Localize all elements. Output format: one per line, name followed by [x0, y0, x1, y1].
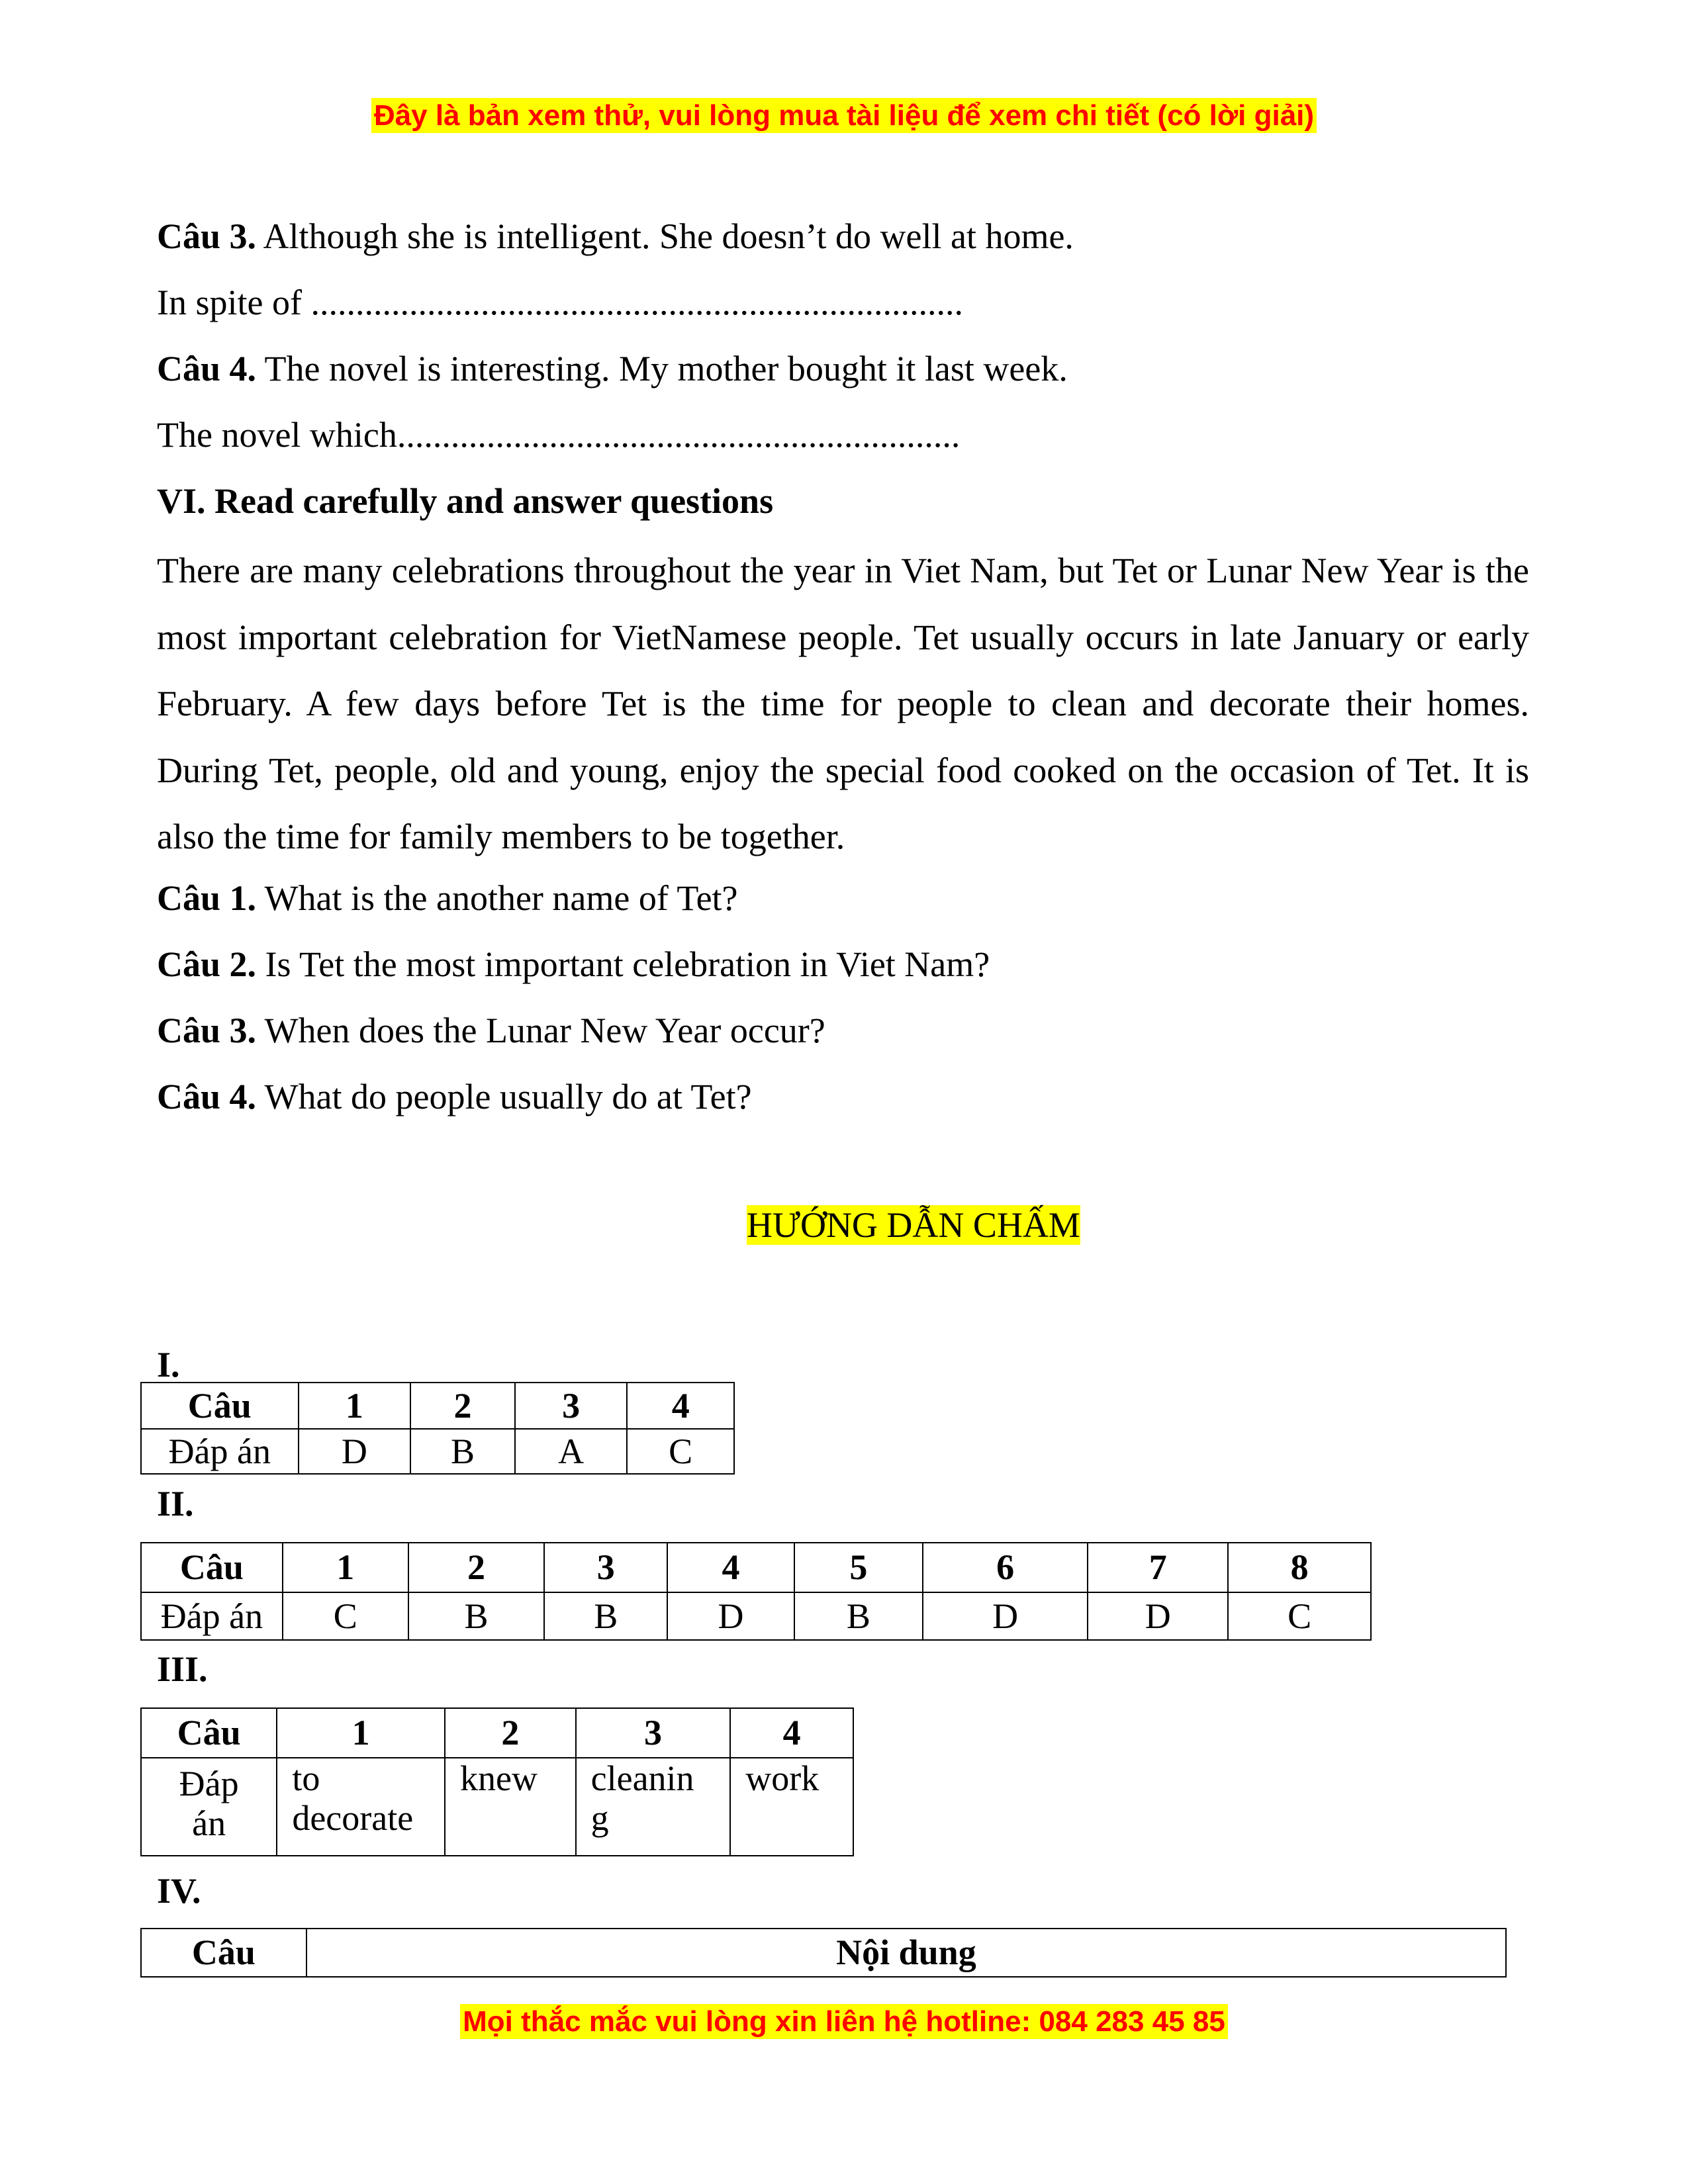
reading-question-1: [157, 880, 738, 916]
answer-cell: C: [627, 1429, 734, 1474]
answer-cell: [445, 1758, 576, 1856]
header-cell: 1: [277, 1708, 445, 1758]
answer-cell: D: [299, 1429, 411, 1474]
header-cell: 5: [794, 1543, 923, 1592]
header-cell: Câu: [141, 1929, 306, 1977]
rewrite-answer-line-3: In spite of .........................................................................: [157, 283, 963, 322]
table-row: [141, 1592, 1371, 1640]
header-cell: Câu: [141, 1543, 283, 1592]
header-cell: 2: [410, 1383, 515, 1429]
section-2-label: II.: [157, 1484, 194, 1524]
question-text: The novel is interesting. My mother bought it last week.: [256, 349, 1068, 388]
row-label-cell: Đáp án: [141, 1429, 299, 1474]
header-cell: Câu: [141, 1708, 277, 1758]
answer-cell: B: [410, 1429, 515, 1474]
question-label: Câu 4.: [157, 1077, 257, 1116]
question-text: What do people usually do at Tet?: [256, 1077, 752, 1116]
answer-table-section-4: [140, 1928, 1507, 1978]
answer-line: knew: [460, 1758, 538, 1798]
answer-table-section-2: [140, 1542, 1372, 1641]
question-label: Câu 3.: [157, 1011, 257, 1050]
header-cell: 4: [627, 1383, 734, 1429]
rewrite-question-3: [157, 218, 1074, 254]
answer-cell: B: [408, 1592, 545, 1640]
answer-line: g: [590, 1798, 609, 1839]
answer-line: decorate: [292, 1798, 414, 1839]
answer-line: work: [745, 1758, 820, 1798]
question-label: Câu 1.: [157, 878, 257, 918]
preview-notice-banner: [0, 99, 1688, 132]
answer-cell: C: [1228, 1592, 1371, 1640]
reading-passage: There are many celebrations throughout the year in Viet Nam, but Tet or Lunar New Year is the most important celebration for VietNamese people. Tet usually occurs in late January or early February. A few days before Tet is the time for people to clean and decorate their homes. During Tet, people, old and young, enjoy the special food cooked on the occasion of Tet. It is also the time for family members to be together.: [157, 551, 1529, 856]
header-cell: 2: [408, 1543, 545, 1592]
answer-key-title-text: HƯỚNG DẪN CHẤM: [747, 1205, 1080, 1245]
header-cell: 3: [515, 1383, 628, 1429]
section-1-label: I.: [157, 1345, 180, 1385]
reading-question-4: [157, 1079, 752, 1115]
row-label-line: án: [192, 1803, 226, 1844]
answer-cell: B: [544, 1592, 667, 1640]
header-cell: 6: [923, 1543, 1088, 1592]
answer-cell: C: [283, 1592, 408, 1640]
question-label: Câu 2.: [157, 944, 257, 984]
answer-key-title: [0, 1205, 1688, 1246]
hotline-banner: [0, 2005, 1688, 2038]
answer-cell: [576, 1758, 731, 1856]
header-cell: 1: [299, 1383, 411, 1429]
rewrite-answer-line-4: The novel which...............................................................: [157, 415, 961, 455]
rewrite-question-4: [157, 351, 1068, 387]
header-cell: 7: [1088, 1543, 1228, 1592]
preview-notice-text: Đây là bản xem thử, vui lòng mua tài liệu để xem chi tiết (có lời giải): [371, 98, 1317, 133]
question-label: Câu 3.: [157, 216, 257, 256]
answer-cell: D: [1088, 1592, 1228, 1640]
header-cell: 4: [730, 1708, 853, 1758]
question-text: Although she is intelligent. She doesn’t do well at home.: [256, 216, 1074, 256]
answer-line: cleanin: [590, 1758, 694, 1798]
question-label: Câu 4.: [157, 349, 257, 388]
question-text: Is Tet the most important celebration in Viet Nam?: [256, 944, 990, 984]
header-cell: 3: [576, 1708, 731, 1758]
row-label-line: Đáp: [179, 1764, 239, 1803]
header-cell: 3: [544, 1543, 667, 1592]
table-header-row: [141, 1383, 734, 1429]
row-label-cell: [141, 1758, 277, 1856]
question-text: When does the Lunar New Year occur?: [256, 1011, 825, 1050]
answer-cell: D: [667, 1592, 794, 1640]
answer-cell: [730, 1758, 853, 1856]
hotline-text: Mọi thắc mắc vui lòng xin liên hệ hotline: 084 283 45 85: [460, 2004, 1228, 2039]
reading-heading: VI. Read carefully and answer questions: [157, 481, 774, 521]
header-cell: 1: [283, 1543, 408, 1592]
header-cell: 2: [445, 1708, 576, 1758]
table-header-row: [141, 1708, 853, 1758]
table-header-row: [141, 1543, 1371, 1592]
reading-question-2: [157, 946, 990, 982]
reading-question-3: [157, 1013, 825, 1048]
answer-table-section-3: [140, 1707, 854, 1856]
section-4-label: IV.: [157, 1871, 201, 1911]
question-text: What is the another name of Tet?: [256, 878, 738, 918]
answer-cell: A: [515, 1429, 628, 1474]
header-cell: 4: [667, 1543, 794, 1592]
header-cell: Nội dung: [306, 1929, 1506, 1977]
table-row: [141, 1758, 853, 1856]
header-cell: Câu: [141, 1383, 299, 1429]
answer-line: to: [292, 1758, 320, 1798]
answer-table-section-1: [140, 1382, 735, 1475]
section-3-label: III.: [157, 1649, 208, 1689]
row-label-cell: Đáp án: [141, 1592, 283, 1640]
answer-cell: [277, 1758, 445, 1856]
table-row: [141, 1429, 734, 1474]
answer-cell: D: [923, 1592, 1088, 1640]
answer-cell: B: [794, 1592, 923, 1640]
header-cell: 8: [1228, 1543, 1371, 1592]
table-header-row: [141, 1929, 1506, 1977]
